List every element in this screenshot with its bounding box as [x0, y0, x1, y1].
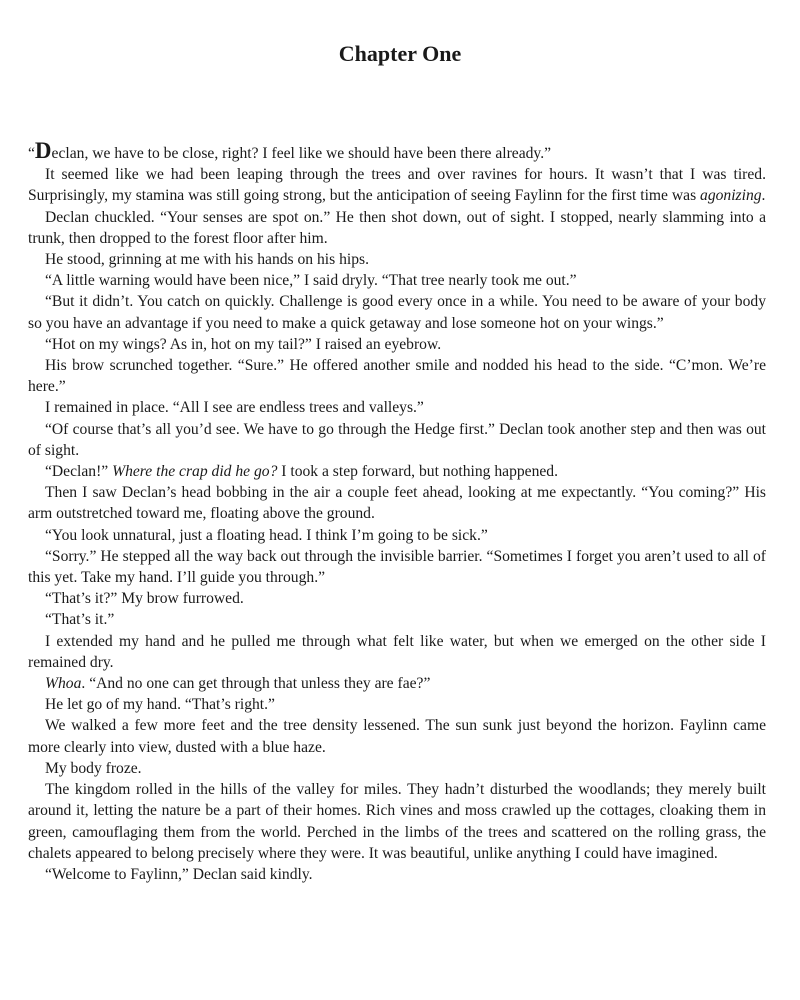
paragraph-text: “Declan!”: [45, 463, 113, 481]
emphasis-text: Where the crap did he go?: [112, 463, 278, 481]
paragraph: [28, 138, 766, 164]
paragraph: [28, 397, 766, 418]
paragraph: [28, 546, 766, 588]
paragraph-text: He let go of my hand. “That’s right.”: [45, 696, 275, 714]
paragraph-text: . “And no one can get through that unless they are fae?”: [81, 675, 431, 693]
paragraph: [28, 334, 766, 355]
paragraph: [28, 864, 766, 885]
paragraph: [28, 631, 766, 673]
paragraph-text: “Of course that’s all you’d see. We have to go through the Hedge first.” Declan took another step and then was out of sight.: [28, 420, 766, 459]
paragraph-text: “Sorry.” He stepped all the way back out through the invisible barrier. “Sometimes I forget you aren’t used to all of this yet. Take my hand. I’ll guide you through.”: [28, 547, 766, 587]
paragraph-text: The kingdom rolled in the hills of the valley for miles. They hadn’t disturbed the woodlands; they merely built around it, letting the nature be a part of their homes. Rich vines and moss crawled up the cottages, cloaking them in green, camouflaging them from the world. Perched in the limbs of the trees and scattered on the rolling grass, the chalets appeared to belong precisely where they were. It was beautiful, unlike anything I could have imagined.: [28, 781, 766, 862]
paragraph-text: Declan chuckled. “Your senses are spot on.” He then shot down, out of sight. I stopped, nearly slamming into a trunk, then dropped to the forest floor after him.: [28, 208, 766, 247]
paragraph: [28, 482, 766, 524]
paragraph: [28, 673, 766, 694]
paragraph: [28, 715, 766, 757]
chapter-body: [28, 138, 766, 885]
paragraph-text: “But it didn’t. You catch on quickly. Challenge is good every once in a while. You need to be aware of your body so you have an advantage if you need to make a quick getaway and lose someone hot on your wings.”: [28, 293, 766, 332]
paragraph-text: “You look unnatural, just a floating head. I think I’m going to be sick.”: [45, 526, 488, 544]
paragraph: [28, 291, 766, 333]
chapter-title: Chapter One: [338, 41, 462, 66]
paragraph-text: I remained in place. “All I see are endless trees and valleys.”: [45, 399, 424, 417]
paragraph: [28, 355, 766, 397]
paragraph: [28, 525, 766, 546]
paragraph-text: We walked a few more feet and the tree density lessened. The sun sunk just beyond the horizon. Faylinn came more clearly into view, dusted with a blue haze.: [28, 717, 766, 756]
paragraph-text: “That’s it?” My brow furrowed.: [45, 590, 244, 608]
paragraph: [28, 779, 766, 864]
paragraph-text: eclan, we have to be close, right? I feel like we should have been there already.”: [51, 145, 552, 162]
paragraph-text: He stood, grinning at me with his hands on his hips.: [45, 251, 369, 269]
paragraph: [28, 419, 766, 461]
paragraph-text: .: [761, 187, 766, 205]
paragraph: [28, 609, 766, 630]
paragraph-text: It seemed like we had been leaping through the trees and over ravines for hours. It wasn’t that I was tired. Surprisingly, my stamina was still going strong, but the anticipation of seeing Faylinn for the first time was: [28, 166, 766, 205]
paragraph: [28, 207, 766, 249]
paragraph-text: His brow scrunched together. “Sure.” He offered another smile and nodded his head to the side. “C’mon. We’re here.”: [28, 357, 766, 396]
paragraph-text: “A little warning would have been nice,” I said dryly. “That tree nearly took me out.”: [45, 272, 577, 290]
paragraph: [28, 694, 766, 715]
paragraph: [28, 461, 766, 482]
emphasis-text: Whoa: [45, 675, 82, 693]
paragraph-text: I extended my hand and he pulled me through what felt like water, but when we emerged on the other side I remained dry.: [28, 632, 766, 671]
paragraph: [28, 249, 766, 270]
drop-cap: D: [34, 138, 52, 163]
paragraph-text: “That’s it.”: [45, 611, 115, 629]
paragraph-text: My body froze.: [45, 759, 142, 777]
emphasis-text: agonizing: [700, 187, 762, 205]
paragraph-text: “Welcome to Faylinn,” Declan said kindly.: [45, 865, 313, 883]
paragraph: [28, 164, 766, 206]
paragraph-text: I took a step forward, but nothing happened.: [277, 463, 558, 481]
paragraph-text: “Hot on my wings? As in, hot on my tail?” I raised an eyebrow.: [45, 335, 442, 353]
paragraph: [28, 588, 766, 609]
opening-quote: “: [28, 145, 35, 162]
paragraph: [28, 270, 766, 291]
paragraph: [28, 758, 766, 779]
paragraph-text: Then I saw Declan’s head bobbing in the air a couple feet ahead, looking at me expectantly. “You coming?” His arm outstretched toward me, floating above the ground.: [28, 484, 766, 523]
